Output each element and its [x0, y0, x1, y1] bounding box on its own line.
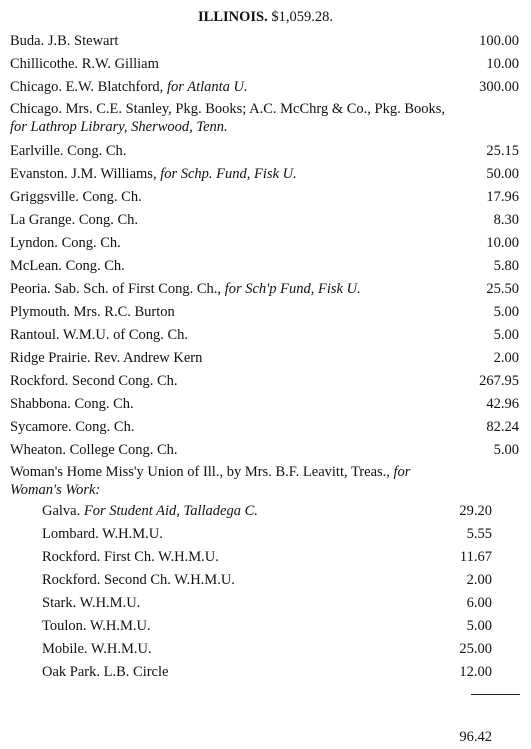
entry-amount: 5.00 [493, 442, 519, 458]
entry-place: Rockford. [10, 373, 69, 389]
donation-list [10, 31, 521, 504]
entry-place: Wheaton. [10, 442, 66, 458]
entry-donor: E.W. Blatchford, [65, 79, 164, 95]
entry-note: for Schp. Fund, Fisk U. [160, 166, 297, 182]
state-total: $1,059.28. [271, 9, 333, 25]
state-heading: ILLINOIS. [198, 9, 268, 25]
entry-amount: 82.24 [486, 419, 519, 435]
sub-entry-donor: Second Ch. W.H.M.U. [104, 572, 235, 588]
list-item [10, 233, 521, 256]
entry-place: McLean. [10, 258, 62, 274]
entry-note: for Atlanta U. [166, 79, 248, 95]
entry-amount: 25.50 [486, 281, 519, 297]
entry-donor: Mrs. R.C. Burton [73, 304, 175, 320]
entry-note: for Lathrop Library, Sherwood, Tenn. [10, 119, 228, 135]
entry-amount: 267.95 [479, 373, 519, 389]
entry-amount: 50.00 [486, 166, 519, 182]
entry-amount: 25.15 [486, 143, 519, 159]
list-item [10, 31, 521, 54]
entry-amount: 5.00 [493, 327, 519, 343]
entry-place: Shabbona. [10, 396, 71, 412]
entry-donor: Mrs. C.E. Stanley, Pkg. Books; A.C. McChrg & Co., Pkg. Books, [65, 101, 446, 117]
entry-donor: Cong. Ch. [65, 258, 125, 274]
sub-list-item [42, 547, 492, 570]
sub-list-item [42, 593, 492, 616]
entry-amount: 5.80 [493, 258, 519, 274]
entry-place: Buda. [10, 33, 45, 49]
entry-place: La Grange. [10, 212, 76, 228]
list-item [10, 210, 521, 233]
sub-entry-amount: 25.00 [459, 641, 492, 657]
subtotal-amount: 96.42 [459, 729, 492, 745]
sub-entry-amount: 12.00 [459, 664, 492, 680]
sub-list-item [42, 524, 492, 547]
sub-entry-amount: 5.55 [466, 526, 492, 542]
entry-donor: Cong. Ch. [67, 143, 127, 159]
page-title [0, 8, 531, 26]
list-item [10, 325, 521, 348]
entry-amount: 10.00 [486, 56, 519, 72]
list-item [10, 302, 521, 325]
entry-place: Earlville. [10, 143, 64, 159]
sub-list-item [42, 570, 492, 593]
list-item [10, 77, 521, 100]
entry-amount: 5.00 [493, 304, 519, 320]
entry-donor: Cong. Ch. [82, 189, 142, 205]
union-entry [10, 463, 521, 504]
entry-donor: Cong. Ch. [61, 235, 121, 251]
list-item [10, 371, 521, 394]
sub-entry-donor: W.H.M.U. [89, 618, 151, 634]
entry-place: Peoria. [10, 281, 51, 297]
entry-donor: Second Cong. Ch. [72, 373, 178, 389]
entry-place: Chicago. [10, 79, 62, 95]
sub-entry-amount: 2.00 [466, 572, 492, 588]
sub-entry-place: Mobile. [42, 641, 88, 657]
list-item [10, 187, 521, 210]
entry-place: Plymouth. [10, 304, 71, 320]
entry-amount: 10.00 [486, 235, 519, 251]
entry-donor: J.M. Williams, [71, 166, 157, 182]
sub-entry-place: Oak Park. [42, 664, 100, 680]
entry-donor: Rev. Andrew Kern [94, 350, 203, 366]
sub-entry-amount: 11.67 [459, 549, 492, 565]
sub-list-item [42, 662, 492, 685]
sub-entry-donor: First Ch. W.H.M.U. [104, 549, 219, 565]
entry-donor: Cong. Ch. [78, 212, 139, 228]
sub-entry-place: Rockford. [42, 549, 101, 565]
list-item [10, 54, 521, 77]
list-item [10, 348, 521, 371]
list-item [10, 394, 521, 417]
entry-donor: J.B. Stewart [47, 33, 119, 49]
sub-entry-place: Lombard. [42, 526, 99, 542]
entry-donor: Sab. Sch. of First Cong. Ch., [54, 281, 222, 297]
entry-note: for Sch'p Fund, Fisk U. [224, 281, 361, 297]
entry-donor: W.M.U. of Cong. Ch. [62, 327, 189, 343]
entry-place: Sycamore. [10, 419, 72, 435]
sub-entry-place: Stark. [42, 595, 77, 611]
entry-donor: Cong. Ch. [75, 419, 135, 435]
sub-entry-note: For Student Aid, Talladega C. [83, 503, 258, 519]
entry-amount: 42.96 [486, 396, 519, 412]
union-sublist [42, 501, 492, 685]
sub-entry-place: Galva. [42, 503, 81, 519]
list-item [10, 417, 521, 440]
entry-place: Ridge Prairie. [10, 350, 91, 366]
sub-list-item [42, 501, 492, 524]
union-note: for Woman's Work: [10, 464, 411, 498]
entry-place: Griggsville. [10, 189, 79, 205]
entry-amount: 2.00 [493, 350, 519, 366]
sub-entry-place: Toulon. [42, 618, 87, 634]
entry-amount: 100.00 [479, 33, 519, 49]
list-item [10, 100, 521, 141]
entry-amount: 8.30 [493, 212, 519, 228]
sub-entry-place: Rockford. [42, 572, 101, 588]
list-item [10, 440, 521, 463]
entry-amount: 300.00 [479, 79, 519, 95]
entry-donor: Cong. Ch. [74, 396, 134, 412]
entry-place: Evanston. [10, 166, 68, 182]
sub-entry-donor: L.B. Circle [103, 664, 169, 680]
sub-entry-amount: 5.00 [466, 618, 492, 634]
sub-entry-amount: 29.20 [459, 503, 492, 519]
sub-entry-donor: W.H.M.U. [90, 641, 152, 657]
sub-entry-donor: W.H.M.U. [102, 526, 163, 542]
entry-place: Chillicothe. [10, 56, 79, 72]
subtotal-rule [471, 694, 520, 695]
entry-donor: College Cong. Ch. [69, 442, 178, 458]
entry-place: Lyndon. [10, 235, 58, 251]
list-item [10, 256, 521, 279]
sub-list-item [42, 639, 492, 662]
list-item [10, 279, 521, 302]
sub-list-item [42, 616, 492, 639]
entry-amount: 17.96 [486, 189, 519, 205]
sub-entry-amount: 6.00 [466, 595, 492, 611]
list-item [10, 164, 521, 187]
sub-entry-donor: W.H.M.U. [79, 595, 141, 611]
union-text: Woman's Home Miss'y Union of Ill., by Mrs. B.F. Leavitt, Treas., [10, 464, 390, 480]
list-item [10, 141, 521, 164]
entry-place: Rantoul. [10, 327, 60, 343]
entry-place: Chicago. [10, 101, 62, 117]
entry-donor: R.W. Gilliam [81, 56, 159, 72]
